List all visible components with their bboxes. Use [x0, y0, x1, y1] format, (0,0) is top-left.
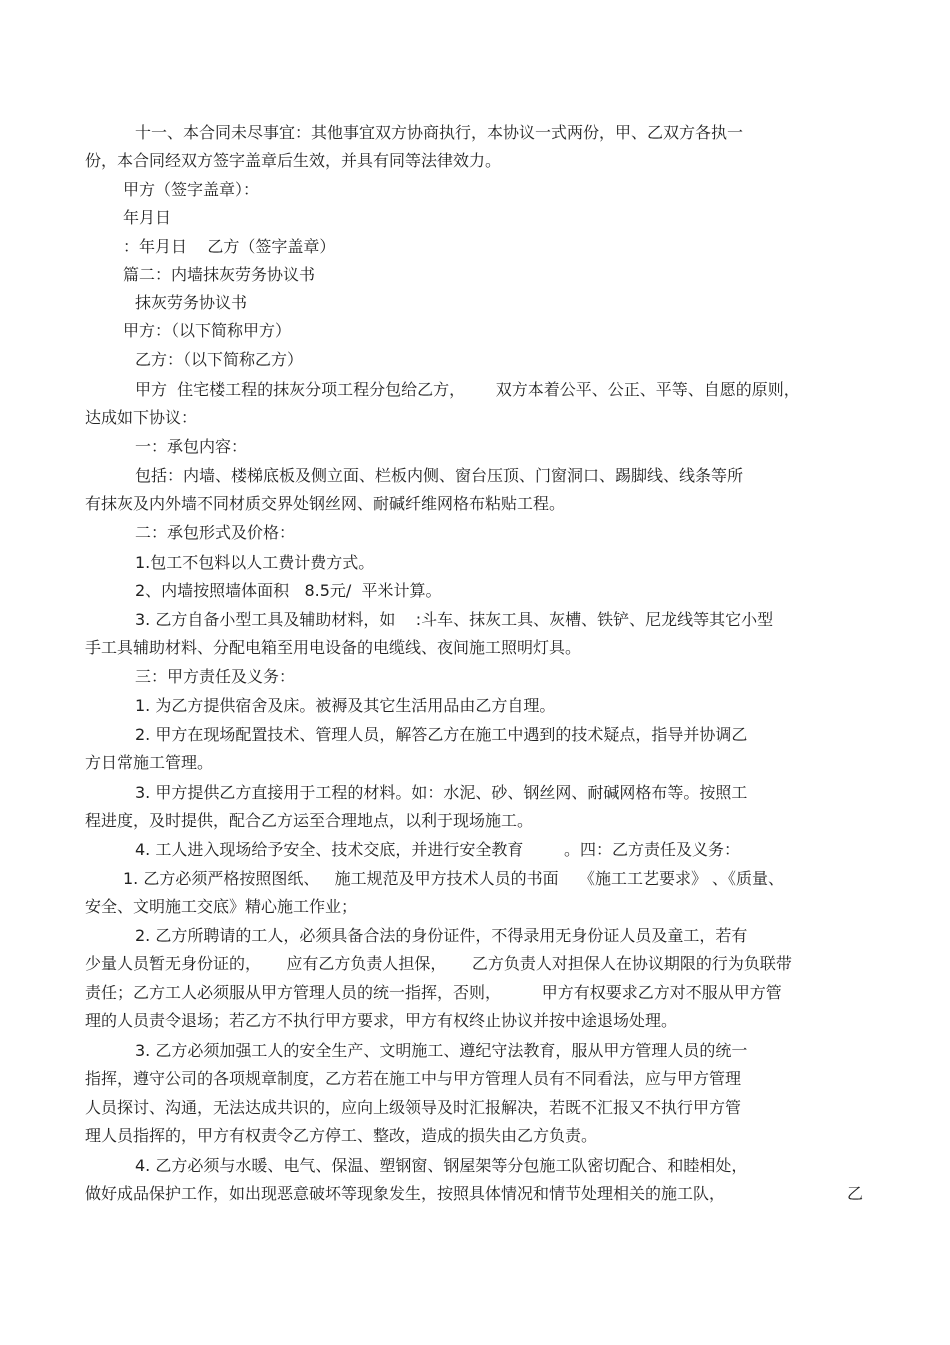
text-line: 1. 为乙方提供宿舍及床。被褥及其它生活用品由乙方自理。 — [135, 696, 556, 715]
text-line: 程进度，及时提供，配合乙方运至合理地点，以利于现场施工。 — [85, 811, 534, 830]
text-line: 篇二：内墙抹灰劳务协议书 — [123, 265, 316, 284]
text-line: 甲方 住宅楼工程的抹灰分项工程分包给乙方， 双方本着公平、公正、平等、自愿的原则， — [135, 380, 800, 399]
text-line: 指挥，遵守公司的各项规章制度，乙方若在施工中与甲方管理人员有不同看法，应与甲方管理 — [85, 1069, 742, 1088]
text-line: 3. 乙方自备小型工具及辅助材料，如 :斗车、抹灰工具、灰槽、铁铲、尼龙线等其它小型 — [135, 610, 774, 629]
section-heading: 三：甲方责任及义务： — [135, 667, 296, 686]
text-line: 甲方（签字盖章）： — [123, 180, 260, 199]
text-line: 抹灰劳务协议书 — [135, 293, 248, 312]
text-line: 理人员指挥的，甲方有权责令乙方停工、整改，造成的损失由乙方负责。 — [85, 1126, 598, 1145]
text-line: 2. 甲方在现场配置技术、管理人员，解答乙方在施工中遇到的技术疑点，指导并协调乙 — [135, 725, 748, 744]
text-line: 4. 乙方必须与水暖、电气、保温、塑钢窗、钢屋架等分包施工队密切配合、和睦相处， — [135, 1156, 748, 1175]
text-line: 1.包工不包料以人工费计费方式。 — [135, 553, 375, 572]
text-line: 乙 — [847, 1184, 864, 1203]
text-line: 2、内墙按照墙体面积 8.5元/ 平米计算。 — [135, 581, 442, 600]
text-line: 达成如下协议： — [85, 408, 198, 427]
section-heading: 二：承包形式及价格： — [135, 523, 296, 542]
text-line: 4. 工人进入现场给予安全、技术交底，并进行安全教育 。四：乙方责任及义务： — [135, 840, 741, 859]
text-line: 责任；乙方工人必须服从甲方管理人员的统一指挥，否则， 甲方有权要求乙方对不服从甲方管 — [85, 983, 782, 1002]
text-line: 2. 乙方所聘请的工人，必须具备合法的身份证件，不得录用无身份证人员及童工，若有 — [135, 926, 748, 945]
text-line: 包括：内墙、楼梯底板及侧立面、栏板内侧、窗台压顶、门窗洞口、踢脚线、线条等所 — [135, 466, 744, 485]
text-line: 少量人员暂无身份证的， 应有乙方负责人担保， 乙方负责人对担保人在协议期限的行为负联带 — [85, 954, 792, 973]
text-line: 方日常施工管理。 — [85, 753, 214, 772]
text-line: 手工具辅助材料、分配电箱至用电设备的电缆线、夜间施工照明灯具。 — [85, 638, 582, 657]
text-line: 1. 乙方必须严格按照图纸、 施工规范及甲方技术人员的书面 《施工工艺要求》 、《质量、 — [123, 869, 785, 888]
section-heading: 一：承包内容： — [135, 437, 248, 456]
text-line: 3. 甲方提供乙方直接用于工程的材料。如：水泥、砂、钢丝网、耐碱网格布等。按照工 — [135, 783, 748, 802]
text-line: 甲方：（以下简称甲方） — [123, 321, 292, 340]
text-line: 3. 乙方必须加强工人的安全生产、文明施工、遵纪守法教育，服从甲方管理人员的统一 — [135, 1041, 748, 1060]
text-line: 十一、本合同未尽事宜：其他事宜双方协商执行，本协议一式两份，甲、乙双方各执一 — [135, 123, 744, 142]
text-line: 有抹灰及内外墙不同材质交界处钢丝网、耐碱纤维网格布粘贴工程。 — [85, 494, 566, 513]
text-line: 人员探讨、沟通，无法达成共识的，应向上级领导及时汇报解决，若既不汇报又不执行甲方管 — [85, 1098, 742, 1117]
text-line: 份，本合同经双方签字盖章后生效，并具有同等法律效力。 — [85, 151, 502, 170]
text-line: ：年月日 乙方（签字盖章） — [123, 237, 336, 256]
text-line: 做好成品保护工作，如出现恶意破坏等现象发生，按照具体情况和情节处理相关的施工队， — [85, 1184, 726, 1203]
text-line: 安全、文明施工交底》精心施工作业； — [85, 897, 358, 916]
text-line: 乙方：（以下简称乙方） — [135, 350, 304, 369]
text-line: 理的人员责令退场；若乙方不执行甲方要求，甲方有权终止协议并按中途退场处理。 — [85, 1011, 678, 1030]
text-line: 年月日 — [123, 208, 172, 227]
